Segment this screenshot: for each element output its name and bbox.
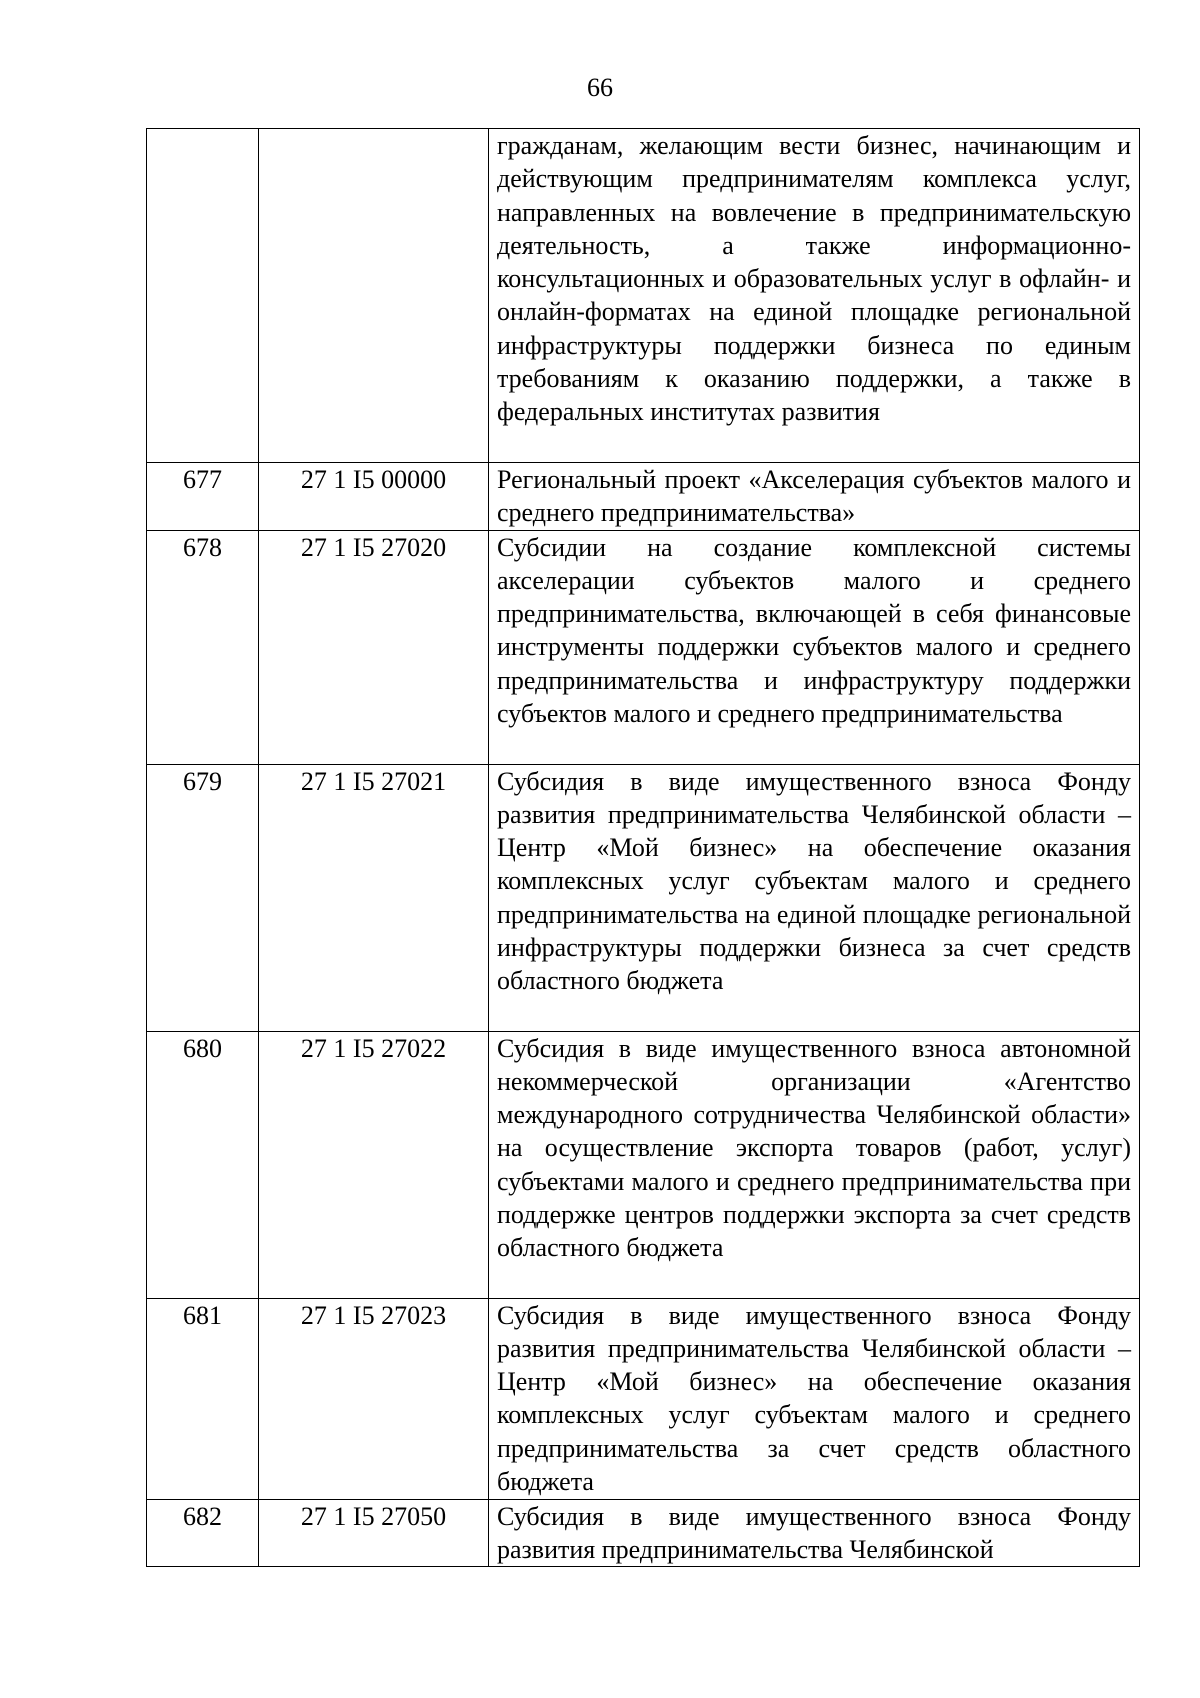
row-number-cell: 678 — [147, 530, 259, 764]
row-number-cell: 679 — [147, 764, 259, 1031]
table-row — [147, 764, 1140, 1031]
budget-classification-table — [146, 128, 1140, 1567]
row-code-cell: 27 1 I5 27023 — [259, 1298, 489, 1499]
row-name-cell: Субсидия в виде имущественного взноса Фонду развития предпринимательства Челябинской области – Центр «Мой бизнес» на обеспечение оказания комплексных услуг субъектам малого и среднего предпринимательства за счет средств областного бюджета — [489, 1298, 1140, 1499]
row-name-cell: гражданам, желающим вести бизнес, начинающим и действующим предпринимателям комплекса услуг, направленных на вовлечение в предпринимательскую деятельность, а также информационно-консультационных и образовательных услуг в офлайн- и онлайн-форматах на единой площадке региональной инфраструктуры поддержки бизнеса по единым требованиям к оказанию поддержки, а также в федеральных институтах развития — [489, 129, 1140, 463]
row-number-cell: 677 — [147, 463, 259, 531]
table-row — [147, 1298, 1140, 1499]
row-number-cell — [147, 129, 259, 463]
page-number: 66 — [587, 73, 613, 102]
row-number-cell: 680 — [147, 1031, 259, 1298]
row-name-cell: Субсидия в виде имущественного взноса Фонду развития предпринимательства Челябинской области – Центр «Мой бизнес» на обеспечение оказания комплексных услуг субъектам малого и среднего предпринимательства на единой площадке региональной инфраструктуры поддержки бизнеса за счет средств областного бюджета — [489, 764, 1140, 1031]
row-code-cell: 27 1 I5 27022 — [259, 1031, 489, 1298]
row-code-cell: 27 1 I5 27020 — [259, 530, 489, 764]
table-row — [147, 1031, 1140, 1298]
table-row — [147, 530, 1140, 764]
table-row — [147, 1499, 1140, 1567]
row-name-cell: Региональный проект «Акселерация субъектов малого и среднего предпринимательства» — [489, 463, 1140, 531]
row-number-cell: 682 — [147, 1499, 259, 1567]
row-code-cell — [259, 129, 489, 463]
row-name-cell: Субсидия в виде имущественного взноса Фонду развития предпринимательства Челябинской — [489, 1499, 1140, 1567]
row-name-cell: Субсидия в виде имущественного взноса автономной некоммерческой организации «Агентство международного сотрудничества Челябинской области» на осуществление экспорта товаров (работ, услуг) субъектами малого и среднего предпринимательства при поддержке центров поддержки экспорта за счет средств областного бюджета — [489, 1031, 1140, 1298]
row-code-cell: 27 1 I5 27050 — [259, 1499, 489, 1567]
row-code-cell: 27 1 I5 27021 — [259, 764, 489, 1031]
row-name-cell: Субсидии на создание комплексной системы акселерации субъектов малого и среднего предпринимательства, включающей в себя финансовые инструменты поддержки субъектов малого и среднего предпринимательства и инфраструктуру поддержки субъектов малого и среднего предпринимательства — [489, 530, 1140, 764]
row-number-cell: 681 — [147, 1298, 259, 1499]
table-row — [147, 463, 1140, 531]
row-code-cell: 27 1 I5 00000 — [259, 463, 489, 531]
table-row — [147, 129, 1140, 463]
